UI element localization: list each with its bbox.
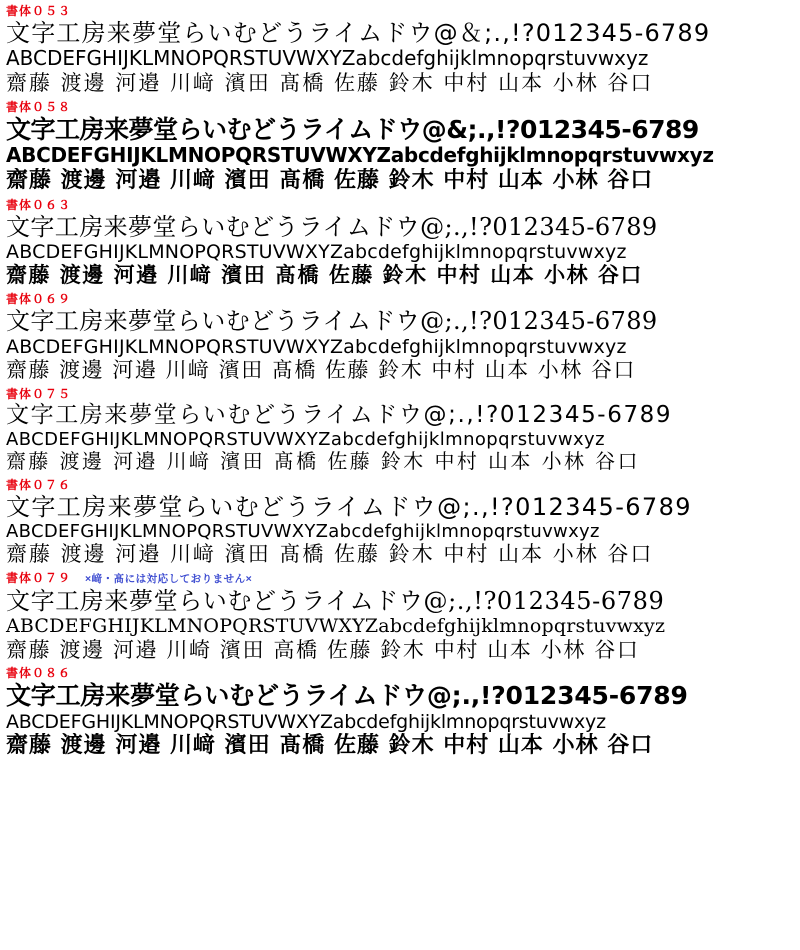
font-style-label: 書体０６３: [6, 197, 72, 212]
sample-line-latin: ABCDEFGHIJKLMNOPQRSTUVWXYZabcdefghijklmnopqrstuvwxyz: [6, 335, 627, 358]
sample-line-latin: ABCDEFGHIJKLMNOPQRSTUVWXYZabcdefghijklmnopqrstuvwxyz: [6, 710, 606, 733]
block-header: [6, 571, 796, 586]
font-style-note: ×﨑・髙には対応しておりません×: [85, 572, 253, 585]
font-style-label: 書体０６９: [6, 292, 72, 307]
font-sample-block-075: [4, 387, 796, 474]
sample-line-surnames: 齋藤 渡邊 河邉 川﨑 濱田 髙橋 佐藤 鈴木 中村 山本 小林 谷口: [6, 167, 654, 193]
sample-line-latin: ABCDEFGHIJKLMNOPQRSTUVWXYZabcdefghijklmnopqrstuvwxyz: [6, 47, 649, 71]
sample-line-japanese: 文字工房来夢堂らいむどうライムドウ@;.,!?012345-6789: [6, 681, 688, 711]
sample-line-japanese: 文字工房来夢堂らいむどうライムドウ@&;.,!?012345-6789: [6, 114, 699, 144]
block-header: [6, 478, 796, 492]
sample-line-surnames: 齋藤 渡邊 河邉 川崎 濱田 高橋 佐藤 鈴木 中村 山本 小林 谷口: [6, 637, 640, 662]
font-sample-block-053: [4, 4, 796, 96]
sample-line-japanese: 文字工房来夢堂らいむどうライムドウ@;.,!?012345-6789: [6, 492, 692, 521]
font-sample-block-076: [4, 478, 796, 567]
font-style-label: 書体０７５: [6, 386, 72, 401]
block-header: [6, 4, 796, 18]
sample-line-japanese: 文字工房来夢堂らいむどうライムドウ@;.,!?012345-6789: [6, 586, 665, 615]
sample-line-surnames: 齋藤 渡邊 河邉 川﨑 濱田 髙橋 佐藤 鈴木 中村 山本 小林 谷口: [6, 263, 643, 288]
font-style-label: 書体０５３: [6, 4, 72, 18]
font-sample-block-079: [4, 571, 796, 662]
sample-line-latin: ABCDEFGHIJKLMNOPQRSTUVWXYZabcdefghijklmnopqrstuvwxyz: [6, 615, 666, 638]
sample-line-surnames: 齋藤 渡邊 河邉 川﨑 濱田 髙橋 佐藤 鈴木 中村 山本 小林 谷口: [6, 733, 654, 759]
font-style-label: 書体０８６: [6, 666, 72, 681]
sample-line-latin: ABCDEFGHIJKLMNOPQRSTUVWXYZabcdefghijklmnopqrstuvwxyz: [6, 144, 714, 168]
font-sample-block-069: [4, 292, 796, 382]
sample-line-latin: ABCDEFGHIJKLMNOPQRSTUVWXYZabcdefghijklmnopqrstuvwxyz: [6, 520, 600, 542]
sample-line-latin: ABCDEFGHIJKLMNOPQRSTUVWXYZabcdefghijklmnopqrstuvwxyz: [6, 241, 627, 264]
font-style-label: 書体０７６: [6, 477, 72, 492]
sample-line-latin: ABCDEFGHIJKLMNOPQRSTUVWXYZabcdefghijklmnopqrstuvwxyz: [6, 428, 605, 450]
sample-line-surnames: 齋藤 渡邊 河邉 川﨑 濱田 髙橋 佐藤 鈴木 中村 山本 小林 谷口: [6, 542, 654, 567]
block-header: [6, 292, 796, 306]
block-header: [6, 198, 796, 212]
block-header: [6, 387, 796, 401]
sample-line-surnames: 齋藤 渡邊 河邉 川﨑 濱田 髙橋 佐藤 鈴木 中村 山本 小林 谷口: [6, 450, 640, 474]
sample-line-surnames: 齋藤 渡邊 河邉 川﨑 濱田 髙橋 佐藤 鈴木 中村 山本 小林 谷口: [6, 357, 636, 382]
font-style-label: 書体０５８: [6, 99, 72, 114]
sample-line-japanese: 文字工房来夢堂らいむどうライムドウ@;.,!?012345-6789: [6, 401, 673, 428]
sample-line-japanese: 文字工房来夢堂らいむどうライムドウ@;.,!?012345-6789: [6, 212, 658, 241]
block-header: [6, 100, 796, 114]
block-header: [6, 666, 796, 680]
font-style-label: 書体０７９: [6, 570, 72, 585]
sample-line-japanese: 文字工房来夢堂らいむどうライムドウ@＆;.,!?012345-6789: [6, 19, 711, 47]
sample-line-surnames: 齋藤 渡邊 河邉 川﨑 濱田 髙橋 佐藤 鈴木 中村 山本 小林 谷口: [6, 70, 654, 95]
font-sample-block-058: [4, 100, 796, 194]
font-sample-block-063: [4, 198, 796, 288]
font-sample-block-086: [4, 666, 796, 759]
sample-line-japanese: 文字工房来夢堂らいむどうライムドウ@;.,!?012345-6789: [6, 307, 658, 336]
